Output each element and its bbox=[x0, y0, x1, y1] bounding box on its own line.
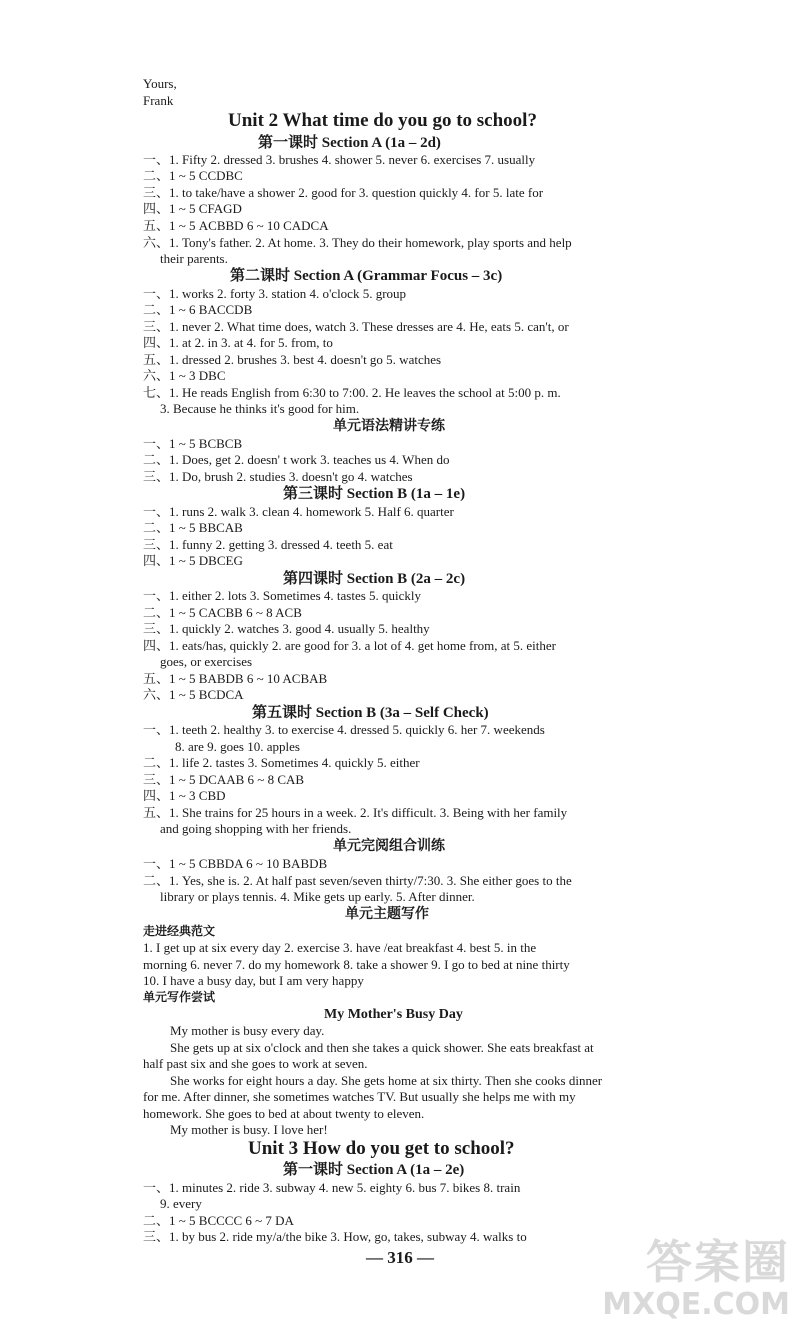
answer-line: 四、1 ~ 5 CFAGD bbox=[143, 201, 242, 216]
answer-line: 10. I have a busy day, but I am very happy bbox=[143, 973, 364, 988]
answer-line: 五、1 ~ 5 BABDB 6 ~ 10 ACBAB bbox=[143, 671, 328, 686]
unit2-lesson4-heading: 第四课时 Section B (2a – 2c) bbox=[283, 571, 466, 587]
answer-line: 三、1. by bus 2. ride my/a/the bike 3. How, go, takes, subway 4. walks to bbox=[143, 1229, 527, 1244]
answer-line: 三、1 ~ 5 DCAAB 6 ~ 8 CAB bbox=[143, 772, 305, 787]
essay-title: My Mother's Busy Day bbox=[324, 1007, 463, 1022]
answer-line: 一、1. minutes 2. ride 3. subway 4. new 5. eighty 6. bus 7. bikes 8. train bbox=[143, 1180, 521, 1195]
answer-line: 七、1. He reads English from 6:30 to 7:00. 2. He leaves the school at 5:00 p. m. bbox=[143, 385, 561, 400]
answer-line: 五、1. dressed 2. brushes 3. best 4. doesn't go 5. watches bbox=[143, 352, 442, 367]
letter-signature: Frank bbox=[143, 93, 174, 108]
answer-line: 3. Because he thinks it's good for him. bbox=[160, 401, 360, 416]
unit2-lesson1-heading: 第一课时 Section A (1a – 2d) bbox=[258, 135, 441, 151]
unit3-title: Unit 3 How do you get to school? bbox=[248, 1138, 515, 1159]
essay-line: My mother is busy every day. bbox=[170, 1023, 325, 1038]
essay-line: half past six and she goes to work at seven. bbox=[143, 1056, 368, 1071]
answer-line: 六、1 ~ 5 BCDCA bbox=[143, 687, 244, 702]
answer-line: library or plays tennis. 4. Mike gets up early. 5. After dinner. bbox=[160, 889, 475, 904]
answer-line: 二、1 ~ 5 BBCAB bbox=[143, 520, 243, 535]
answer-line: 一、1. teeth 2. healthy 3. to exercise 4. dressed 5. quickly 6. her 7. weekends bbox=[143, 722, 545, 737]
unit2-lesson2-heading: 第二课时 Section A (Grammar Focus – 3c) bbox=[230, 268, 503, 284]
unit2-title: Unit 2 What time do you go to school? bbox=[228, 110, 537, 131]
answer-line: 三、1. quickly 2. watches 3. good 4. usually 5. healthy bbox=[143, 621, 430, 636]
answer-line: 四、1 ~ 5 DBCEG bbox=[143, 553, 243, 568]
answer-line: 四、1. at 2. in 3. at 4. for 5. from, to bbox=[143, 335, 333, 350]
answer-line: goes, or exercises bbox=[160, 654, 253, 669]
answer-line: 四、1. eats/has, quickly 2. are good for 3. a lot of 4. get home from, at 5. either bbox=[143, 638, 557, 653]
unit2-lesson3-heading: 第三课时 Section B (1a – 1e) bbox=[283, 486, 466, 502]
answer-line: 二、1. Does, get 2. doesn' t work 3. teaches us 4. When do bbox=[143, 452, 450, 467]
answer-line: 二、1 ~ 6 BACCDB bbox=[143, 302, 253, 317]
answer-line: 一、1. runs 2. walk 3. clean 4. homework 5. Half 6. quarter bbox=[143, 504, 454, 519]
essay-line: She works for eight hours a day. She gets home at six thirty. Then she cooks dinner bbox=[170, 1073, 603, 1088]
answer-line: 一、1 ~ 5 BCBCB bbox=[143, 436, 243, 451]
answer-line: 三、1. never 2. What time does, watch 3. These dresses are 4. He, eats 5. can't, or bbox=[143, 319, 569, 334]
answer-line: 六、1. Tony's father. 2. At home. 3. They do their homework, play sports and help bbox=[143, 235, 572, 250]
unit3-lesson1-heading: 第一课时 Section A (1a – 2e) bbox=[283, 1162, 465, 1178]
model-essay-label: 走进经典范文 bbox=[143, 924, 216, 938]
answer-line: 一、1. works 2. forty 3. station 4. o'clock 5. group bbox=[143, 286, 407, 301]
answer-line: 1. I get up at six every day 2. exercise 3. have /eat breakfast 4. best 5. in the bbox=[143, 940, 537, 955]
writing-try-label: 单元写作尝试 bbox=[143, 990, 216, 1004]
unit2-reading-heading: 单元完阅组合训练 bbox=[333, 838, 445, 854]
essay-line: homework. She goes to bed at about twenty to eleven. bbox=[143, 1106, 425, 1121]
answer-line: 二、1 ~ 5 CACBB 6 ~ 8 ACB bbox=[143, 605, 302, 620]
answer-line: 一、1 ~ 5 CBBDA 6 ~ 10 BABDB bbox=[143, 856, 328, 871]
answer-line: 五、1. She trains for 25 hours in a week. 2. It's difficult. 3. Being with her family bbox=[143, 805, 568, 820]
page-number: — 316 — bbox=[366, 1248, 434, 1267]
unit2-writing-heading: 单元主题写作 bbox=[345, 906, 429, 922]
watermark bbox=[602, 1236, 790, 1322]
unit2-lesson5-heading: 第五课时 Section B (3a – Self Check) bbox=[252, 705, 489, 721]
watermark-url: MXQE.COM bbox=[602, 1287, 790, 1322]
answer-line: 三、1. to take/have a shower 2. good for 3. question quickly 4. for 5. late for bbox=[143, 185, 544, 200]
answer-line: 四、1 ~ 3 CBD bbox=[143, 788, 226, 803]
answer-line: 8. are 9. goes 10. apples bbox=[175, 739, 300, 754]
answer-line: 二、1. Yes, she is. 2. At half past seven/seven thirty/7:30. 3. She either goes to the bbox=[143, 873, 572, 888]
answer-line: 一、1. either 2. lots 3. Sometimes 4. tastes 5. quickly bbox=[143, 588, 422, 603]
essay-line: She gets up at six o'clock and then she takes a quick shower. She eats breakfast at bbox=[170, 1040, 594, 1055]
answer-line: 六、1 ~ 3 DBC bbox=[143, 368, 226, 383]
answer-line: 一、1. Fifty 2. dressed 3. brushes 4. shower 5. never 6. exercises 7. usually bbox=[143, 152, 536, 167]
watermark-cn: 答案圈 bbox=[646, 1235, 790, 1289]
answer-line: 三、1. funny 2. getting 3. dressed 4. teeth 5. eat bbox=[143, 537, 393, 552]
answer-line: their parents. bbox=[160, 251, 228, 266]
answer-line: 9. every bbox=[160, 1196, 202, 1211]
answer-line: 三、1. Do, brush 2. studies 3. doesn't go 4. watches bbox=[143, 469, 413, 484]
letter-closing: Yours, bbox=[143, 76, 177, 91]
essay-line: My mother is busy. I love her! bbox=[170, 1122, 328, 1137]
answer-line: 二、1 ~ 5 CCDBC bbox=[143, 168, 243, 183]
answer-line: morning 6. never 7. do my homework 8. take a shower 9. I go to bed at nine thirty bbox=[143, 957, 570, 972]
answer-line: 二、1. life 2. tastes 3. Sometimes 4. quickly 5. either bbox=[143, 755, 420, 770]
unit2-grammar-heading: 单元语法精讲专练 bbox=[333, 418, 445, 434]
essay-line: for me. After dinner, she sometimes watches TV. But usually she helps me with my bbox=[143, 1089, 576, 1104]
answer-line: and going shopping with her friends. bbox=[160, 821, 352, 836]
answer-line: 二、1 ~ 5 BCCCC 6 ~ 7 DA bbox=[143, 1213, 294, 1228]
answer-line: 五、1 ~ 5 ACBBD 6 ~ 10 CADCA bbox=[143, 218, 329, 233]
